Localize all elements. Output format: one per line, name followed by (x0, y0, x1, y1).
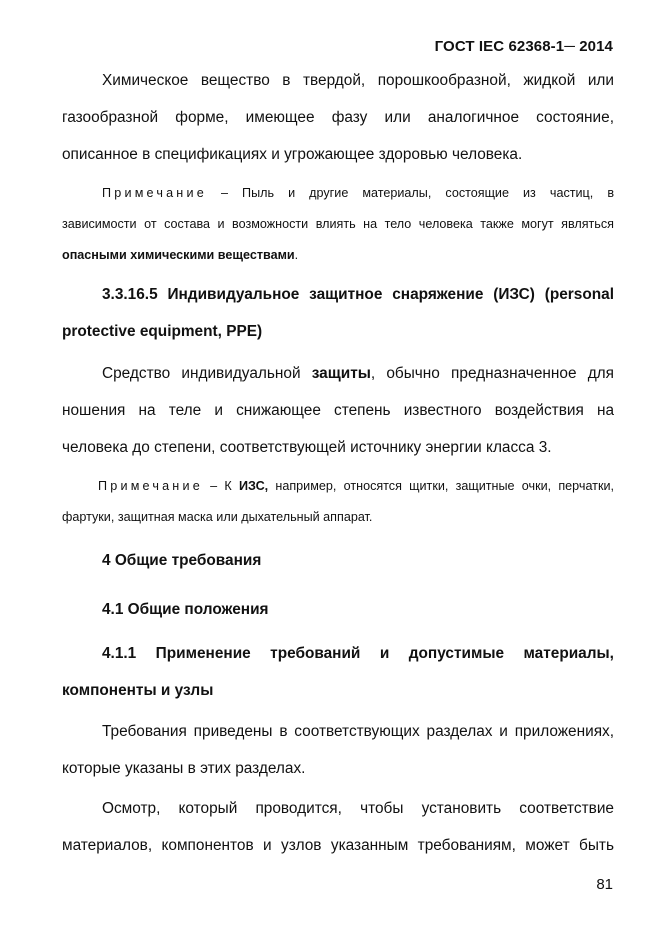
note-line (62, 240, 614, 271)
heading-line: 3.3.16.5 Индивидуальное защитное снаряжение (ИЗС) (personal (102, 286, 614, 303)
heading-word: допустимые (408, 645, 505, 662)
note-line: фартуки, защитная маска или дыхательный аппарат. (62, 510, 373, 524)
paragraph-ppe-definition (62, 355, 614, 466)
heading-line: 4.1 Общие положения (102, 601, 269, 618)
note-label: Примечание (98, 479, 203, 493)
note-text: например, относятся щитки, защитные очки, перчатки, (268, 479, 614, 493)
note-dust (62, 178, 614, 271)
term-link: защиты (311, 365, 371, 382)
heading-line: компоненты и узлы (62, 682, 214, 699)
document-header: ГОСТ IEC 62368-1─ 2014 (434, 38, 613, 55)
paragraph-line (62, 355, 614, 392)
note-label: Примечание (102, 186, 207, 200)
page-number: 81 (596, 876, 613, 893)
paragraph-line: описанное в спецификациях и угрожающее здоровью человека. (62, 146, 523, 163)
text-run: Средство индивидуальной (102, 365, 312, 382)
heading-section-4 (62, 542, 614, 579)
paragraph-line: Осмотр, который проводится, чтобы установить соответствие (102, 800, 614, 817)
heading-word: Применение (155, 645, 251, 662)
heading-word: и (379, 645, 390, 662)
paragraph-line: ношения на теле и снижающее степень известного воздействия на (62, 402, 614, 419)
paragraph-requirements (62, 713, 614, 787)
paragraph-line: Химическое вещество в твердой, порошкообразной, жидкой или (102, 72, 614, 89)
term-link: ИЗС, (238, 479, 269, 493)
paragraph-line: материалов, компонентов и узлов указанным требованиям, может быть (62, 837, 614, 854)
heading-section-4-1-1 (62, 635, 614, 709)
heading-section-4-1 (62, 591, 614, 628)
paragraph-line: человека до степени, соответствующей источнику энергии класса 3. (62, 439, 552, 456)
heading-line: 4 Общие требования (102, 552, 262, 569)
note-text: – Пыль и другие материалы, состоящие из частиц, в (220, 186, 614, 200)
paragraph-line: которые указаны в этих разделах. (62, 760, 306, 777)
term-link: опасными химическими веществами (62, 248, 295, 262)
paragraph-inspection (62, 790, 614, 864)
note-text-end: . (294, 248, 299, 262)
note-line (62, 178, 614, 209)
heading-word: 4.1.1 (102, 645, 137, 662)
heading-line: protective equipment, PPE) (62, 323, 263, 340)
text-run: , обычно предназначенное для (370, 365, 614, 382)
note-line: зависимости от состава и возможности влиять на тело человека также могут являться (62, 217, 614, 231)
heading-word: требований (270, 645, 361, 662)
paragraph-line: газообразной форме, имеющее фазу или аналогичное состояние, (62, 109, 614, 126)
paragraph-line: Требования приведены в соответствующих разделах и приложениях, (102, 723, 614, 740)
note-ppe-examples (62, 471, 614, 533)
heading-word: материалы, (523, 645, 614, 662)
paragraph-definition (62, 62, 614, 173)
heading-line (62, 635, 614, 672)
note-line (62, 471, 614, 502)
note-text: – К (202, 479, 239, 493)
heading-ppe (62, 276, 614, 350)
